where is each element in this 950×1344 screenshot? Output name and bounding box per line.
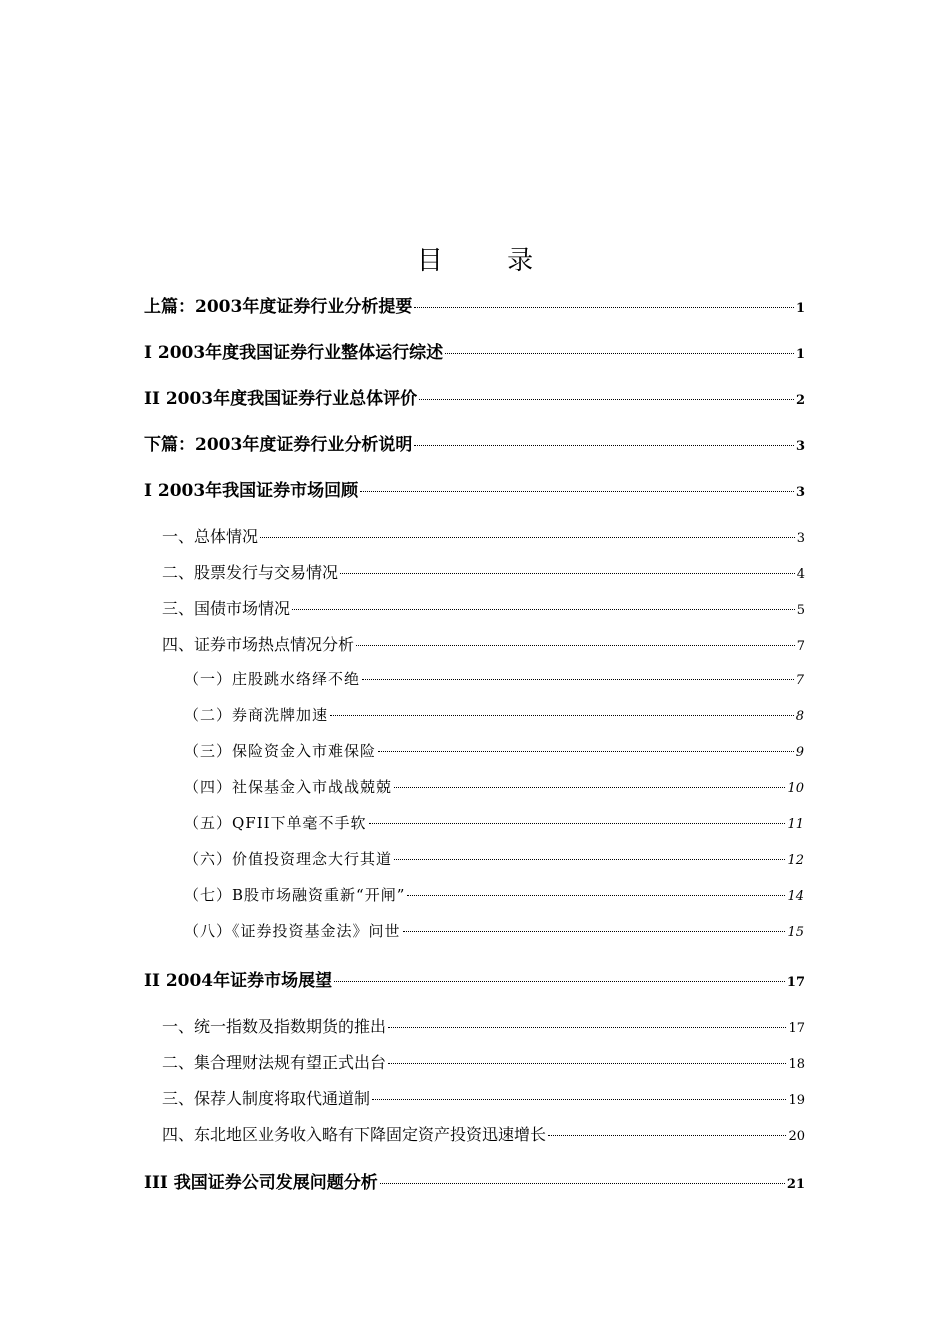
dot-leader	[445, 353, 794, 354]
dot-leader	[394, 787, 785, 788]
toc-entry-label: 三、保荐人制度将取代通道制	[162, 1089, 371, 1108]
toc-entry[interactable]	[184, 884, 804, 905]
dot-leader	[388, 1063, 786, 1064]
dot-leader	[360, 491, 794, 492]
toc-entry-label: 二、集合理财法规有望正式出台	[162, 1053, 387, 1072]
toc-entry-label: 三、国债市场情况	[162, 599, 291, 618]
toc-entry-label: 上篇：2003年度证券行业分析提要	[144, 297, 413, 317]
toc-entry[interactable]	[184, 740, 804, 761]
toc-entry[interactable]	[184, 812, 804, 833]
toc-entry[interactable]	[162, 1086, 805, 1109]
toc-entry-label: （三）保险资金入市难保险	[184, 742, 377, 760]
toc-entry-page: 17	[788, 1021, 805, 1036]
toc-entry-label: I 2003年我国证券市场回顾	[144, 481, 359, 501]
toc-entry-label: 一、总体情况	[162, 527, 259, 546]
toc-entry-page: 4	[796, 567, 805, 582]
toc-entry[interactable]	[162, 1122, 805, 1145]
toc-entry[interactable]	[162, 524, 805, 547]
toc-entry-page: 15	[787, 925, 804, 940]
toc-entry[interactable]	[144, 384, 805, 409]
toc-entry-page: 3	[795, 485, 805, 500]
toc-entry-page: 3	[795, 439, 805, 454]
toc-entry-page: 3	[796, 531, 805, 546]
toc-entry[interactable]	[144, 1168, 805, 1193]
dot-leader	[419, 399, 794, 400]
dot-leader	[403, 931, 786, 932]
dot-leader	[414, 307, 794, 308]
dot-leader	[372, 1099, 786, 1100]
toc-entry-label: （五）QFII下单毫不手软	[184, 814, 367, 832]
dot-leader	[414, 445, 794, 446]
toc-entry[interactable]	[144, 292, 805, 317]
toc-entry-label: （七）B股市场融资重新“开闸”	[184, 886, 406, 904]
toc-entry-label: 四、东北地区业务收入略有下降固定资产投资迅速增长	[162, 1125, 547, 1144]
toc-entry[interactable]	[184, 920, 804, 941]
toc-entry[interactable]	[162, 596, 805, 619]
toc-entry[interactable]	[144, 476, 805, 501]
toc-title: 目 录	[416, 246, 562, 276]
toc-entry-label: （八）《证券投资基金法》问世	[184, 922, 401, 940]
toc-entry-label: 一、统一指数及指数期货的推出	[162, 1017, 387, 1036]
toc-entry-page: 11	[787, 817, 804, 832]
toc-entry-page: 7	[795, 673, 804, 688]
dot-leader	[362, 679, 794, 680]
toc-entry-page: 17	[786, 975, 805, 990]
toc-entry-label: （二）券商洗牌加速	[184, 706, 329, 724]
dot-leader	[380, 1183, 785, 1184]
toc-entry[interactable]	[184, 776, 804, 797]
toc-entry[interactable]	[144, 966, 805, 991]
toc-entry-page: 10	[787, 781, 804, 796]
toc-entry-page: 20	[788, 1129, 805, 1144]
toc-entry[interactable]	[184, 704, 804, 725]
toc-entry-page: 18	[788, 1057, 805, 1072]
toc-entry-page: 12	[787, 853, 804, 868]
dot-leader	[369, 823, 786, 824]
toc-entry-label: （四）社保基金入市战战兢兢	[184, 778, 393, 796]
toc-entry[interactable]	[184, 848, 804, 869]
toc-entry[interactable]	[162, 560, 805, 583]
dot-leader	[407, 895, 785, 896]
toc-entry[interactable]	[144, 430, 805, 455]
dot-leader	[378, 751, 794, 752]
dot-leader	[356, 645, 795, 646]
dot-leader	[260, 537, 795, 538]
dot-leader	[394, 859, 785, 860]
toc-entry-page: 1	[795, 347, 805, 362]
toc-entry-label: 下篇：2003年度证券行业分析说明	[144, 435, 413, 455]
toc-entry-label: II 2004年证券市场展望	[144, 971, 333, 991]
toc-entry-page: 2	[795, 393, 805, 408]
toc-entry-page: 19	[788, 1093, 805, 1108]
toc-entry-page: 21	[786, 1177, 805, 1192]
toc-entry[interactable]	[162, 632, 805, 655]
dot-leader	[330, 715, 794, 716]
toc-entry-page: 8	[795, 709, 804, 724]
dot-leader	[292, 609, 795, 610]
toc-entry-page: 9	[795, 745, 804, 760]
dot-leader	[388, 1027, 786, 1028]
toc-entry[interactable]	[162, 1014, 805, 1037]
dot-leader	[334, 981, 785, 982]
toc-entry[interactable]	[144, 338, 805, 363]
toc-entry[interactable]	[162, 1050, 805, 1073]
toc-entry-page: 5	[796, 603, 805, 618]
dot-leader	[340, 573, 795, 574]
toc-entry-label: 四、证券市场热点情况分析	[162, 635, 355, 654]
toc-entry-page: 1	[795, 301, 805, 316]
toc-entry-label: I 2003年度我国证券行业整体运行综述	[144, 343, 444, 363]
dot-leader	[548, 1135, 786, 1136]
toc-entry-page: 7	[796, 639, 805, 654]
toc-entry-label: （一）庄股跳水络绎不绝	[184, 670, 361, 688]
toc-entry[interactable]	[184, 668, 804, 689]
toc-entry-label: （六）价值投资理念大行其道	[184, 850, 393, 868]
toc-entry-page: 14	[787, 889, 804, 904]
toc-entry-label: III 我国证券公司发展问题分析	[144, 1173, 378, 1193]
toc-entry-label: II 2003年度我国证券行业总体评价	[144, 389, 418, 409]
toc-entry-label: 二、股票发行与交易情况	[162, 563, 339, 582]
